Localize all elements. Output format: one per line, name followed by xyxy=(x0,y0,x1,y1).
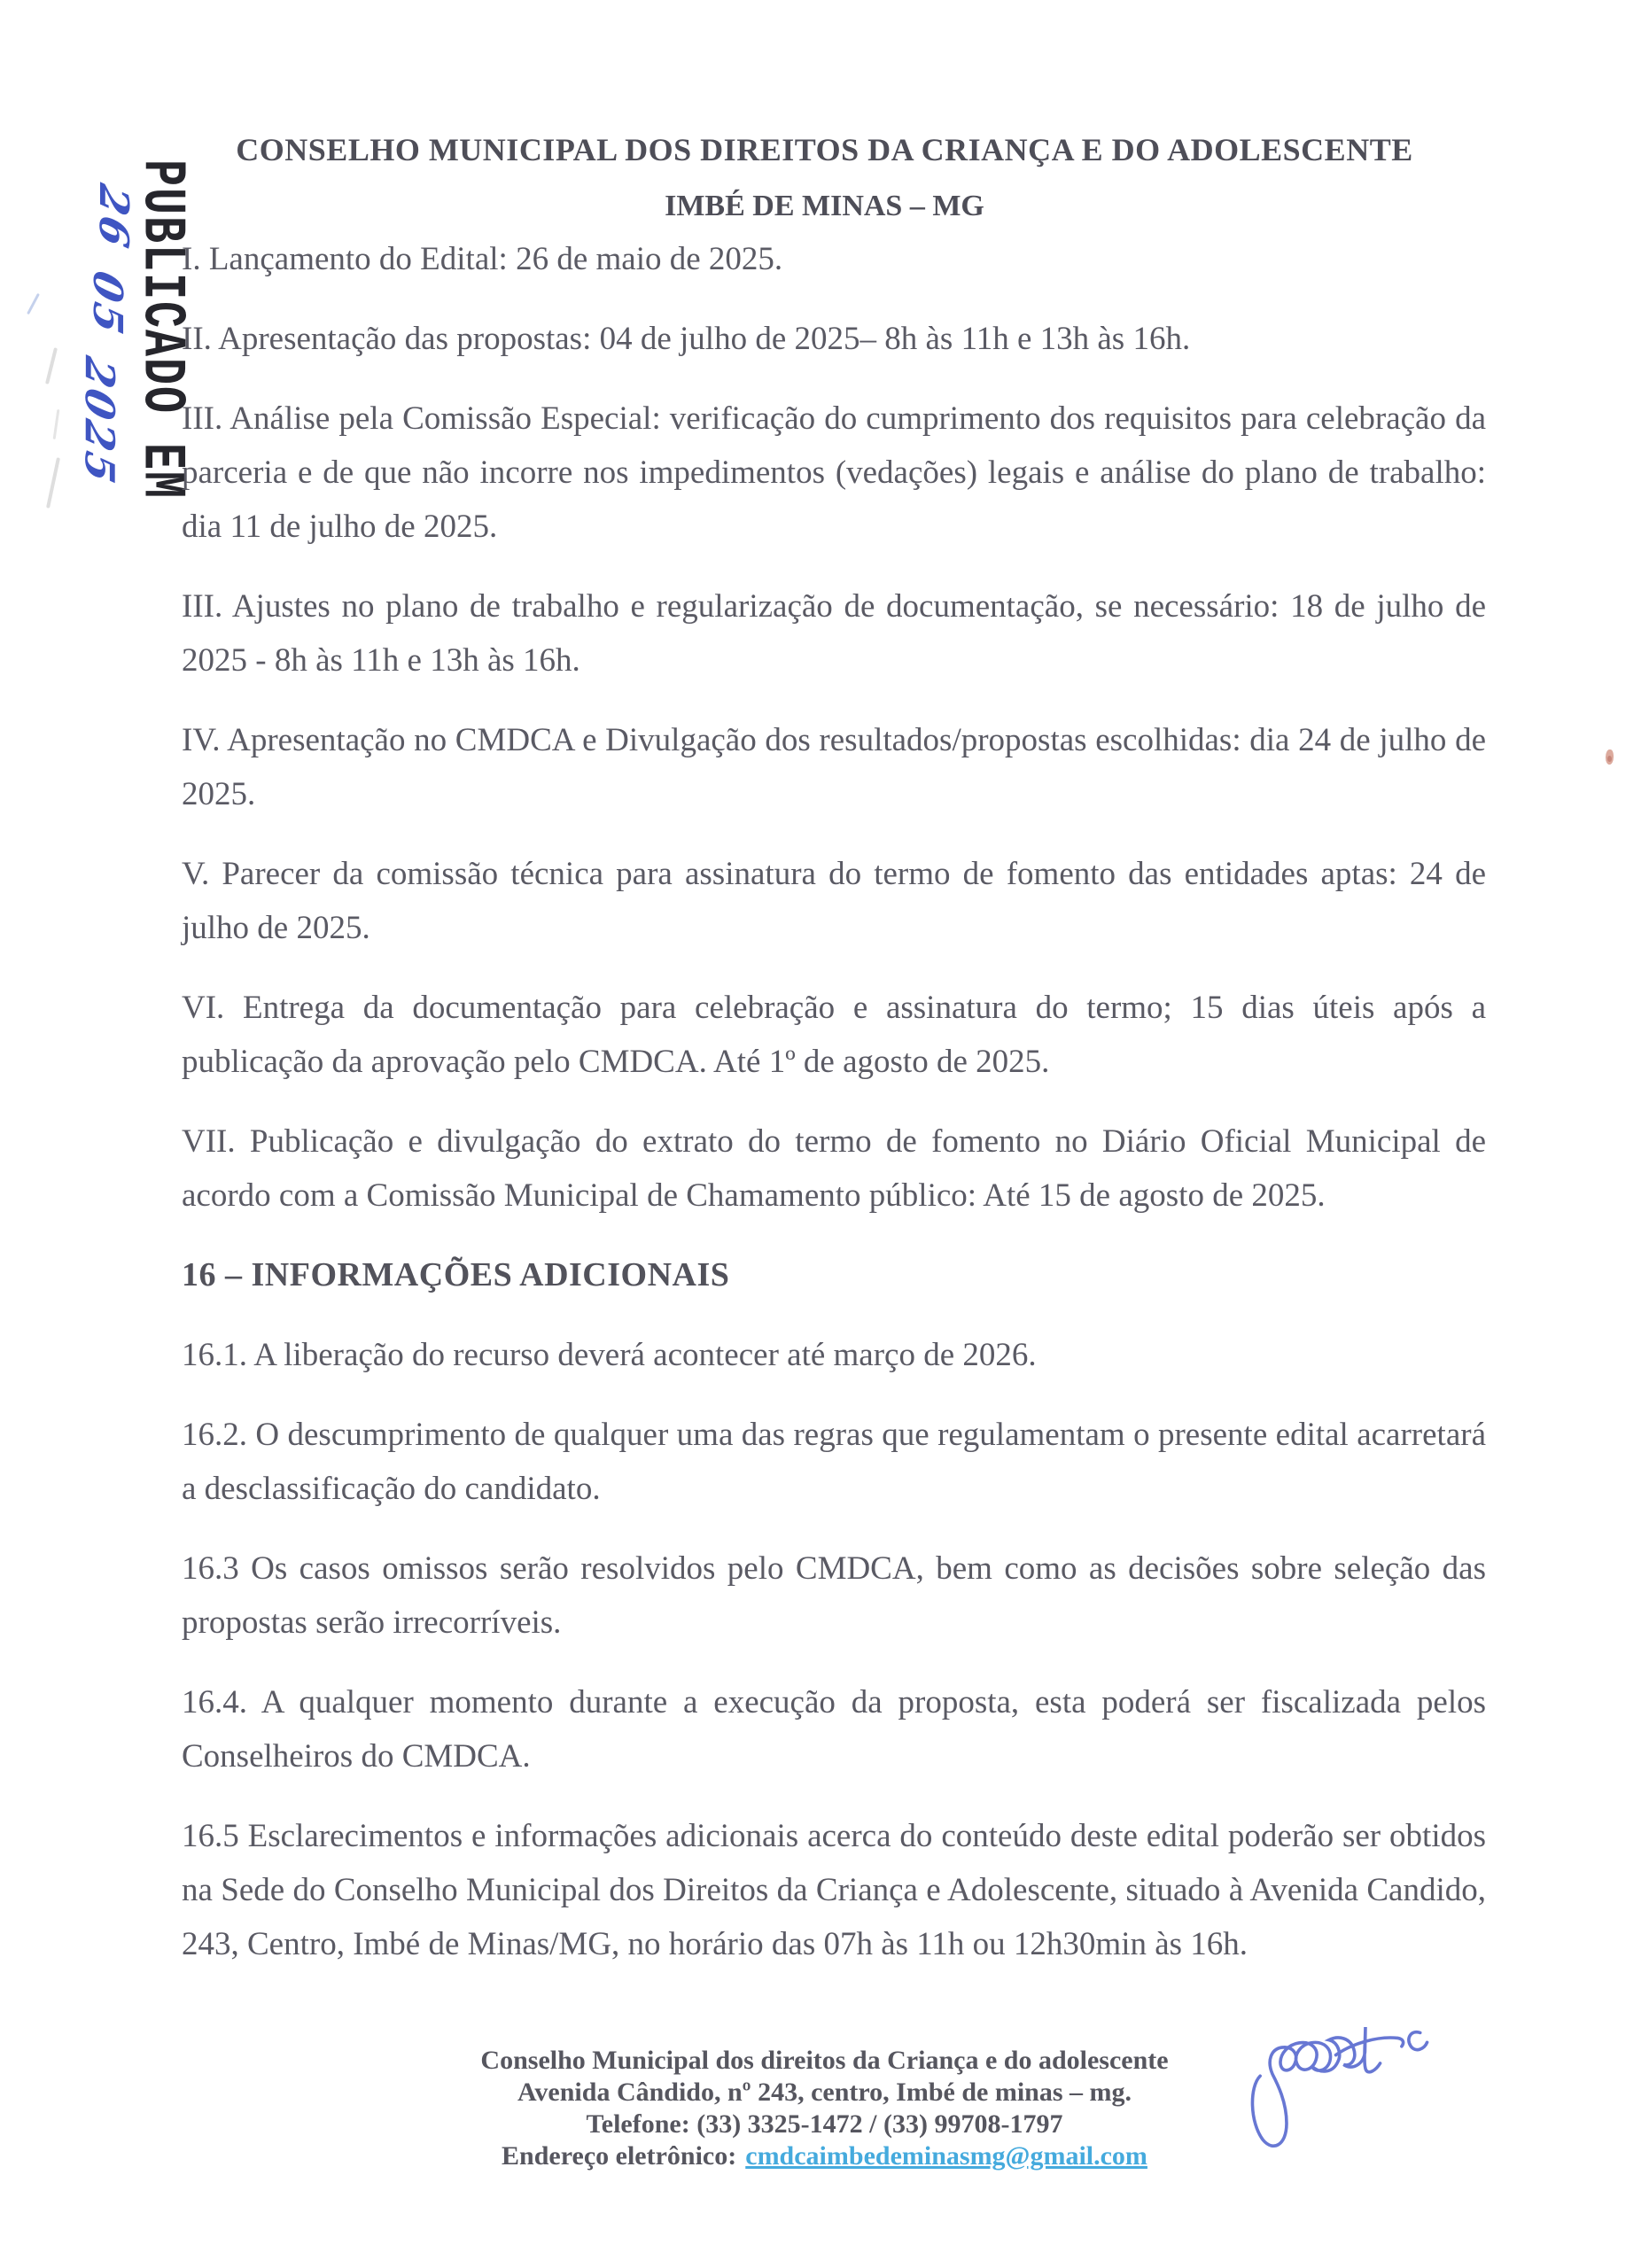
scan-artifact xyxy=(53,409,60,439)
section-item-16-2: 16.2. O descumprimento de qualquer uma das regras que regulamentam o presente edital acarretará a desclassificação do candidato. xyxy=(182,1417,1486,1507)
document-subtitle: IMBÉ DE MINAS – MG xyxy=(665,190,984,222)
footer-phone: Telefone: (33) 3325-1472 / (33) 99708-1797 xyxy=(586,2109,1063,2139)
publicado-em-stamp: PUBLICADO EM xyxy=(127,159,195,501)
stamp-date-year: 2025 xyxy=(75,352,124,491)
section-item-16-3: 16.3 Os casos omissos serão resolvidos pelo CMDCA, bem como as decisões sobre seleção das propostas serão irrecorríveis. xyxy=(182,1550,1486,1641)
section-item-16-1: 16.1. A liberação do recurso deverá acontecer até março de 2026. xyxy=(182,1337,1037,1373)
footer-email-label: Endereço eletrônico: xyxy=(502,2141,737,2171)
handwritten-signature xyxy=(1237,2020,1458,2162)
schedule-item-1: I. Lançamento do Edital: 26 de maio de 2025. xyxy=(182,241,783,277)
footer-address: Avenida Cândido, nº 243, centro, Imbé de minas – mg. xyxy=(517,2078,1132,2107)
section-item-16-4: 16.4. A qualquer momento durante a execução da proposta, esta poderá ser fiscalizada pelos Conselheiros do CMDCA. xyxy=(182,1684,1486,1775)
schedule-item-7: VI. Entrega da documentação para celebração e assinatura do termo; 15 dias úteis após a publicação da aprovação pelo CMDCA. Até 1º de agosto de 2025. xyxy=(182,990,1486,1080)
schedule-item-8: VII. Publicação e divulgação do extrato do termo de fomento no Diário Oficial Municipal de acordo com a Comissão Municipal de Chamamento público: Até 15 de agosto de 2025. xyxy=(182,1123,1486,1214)
stamp-date-day: 26 xyxy=(90,179,138,255)
schedule-item-3: III. Análise pela Comissão Especial: verificação do cumprimento dos requisitos para celebração da parceria e de que não incorre nos impedimentos (vedações) legais e análise do plano de trabalho: dia 11 de julho de 2025. xyxy=(182,400,1486,545)
schedule-item-4: III. Ajustes no plano de trabalho e regularização de documentação, se necessário: 18 de julho de 2025 - 8h às 11h e 13h às 16h. xyxy=(182,588,1486,679)
schedule-item-6: V. Parecer da comissão técnica para assinatura do termo de fomento das entidades aptas: 24 de julho de 2025. xyxy=(182,856,1486,946)
scan-artifact xyxy=(45,347,58,384)
scan-artifact xyxy=(27,293,40,315)
scan-artifact xyxy=(46,457,60,509)
document-title: CONSELHO MUNICIPAL DOS DIREITOS DA CRIANÇA E DO ADOLESCENTE xyxy=(236,132,1413,167)
document-header xyxy=(0,131,1649,223)
section-item-16-5: 16.5 Esclarecimentos e informações adicionais acerca do conteúdo deste edital poderão ser obtidos na Sede do Conselho Municipal dos Direitos da Criança e Adolescente, situado à Avenida Candido, 243, Centro, Imbé de Minas/MG, no horário das 07h às 11h ou 12h30min às 16h. xyxy=(182,1818,1486,1962)
email-link[interactable]: cmdcaimbedeminasmg@gmail.com xyxy=(745,2141,1147,2171)
footer-org: Conselho Municipal dos direitos da Criança e do adolescente xyxy=(480,2046,1169,2075)
schedule-item-2: II. Apresentação das propostas: 04 de julho de 2025– 8h às 11h e 13h às 16h. xyxy=(182,321,1191,357)
section-heading-informacoes-adicionais: 16 – INFORMAÇÕES ADICIONAIS xyxy=(182,1256,730,1293)
schedule-item-5: IV. Apresentação no CMDCA e Divulgação dos resultados/propostas escolhidas: dia 24 de julho de 2025. xyxy=(182,722,1486,812)
red-ink-mark xyxy=(1606,750,1614,765)
document-body xyxy=(182,232,1486,1997)
stamp-date-month: 05 xyxy=(84,266,132,342)
